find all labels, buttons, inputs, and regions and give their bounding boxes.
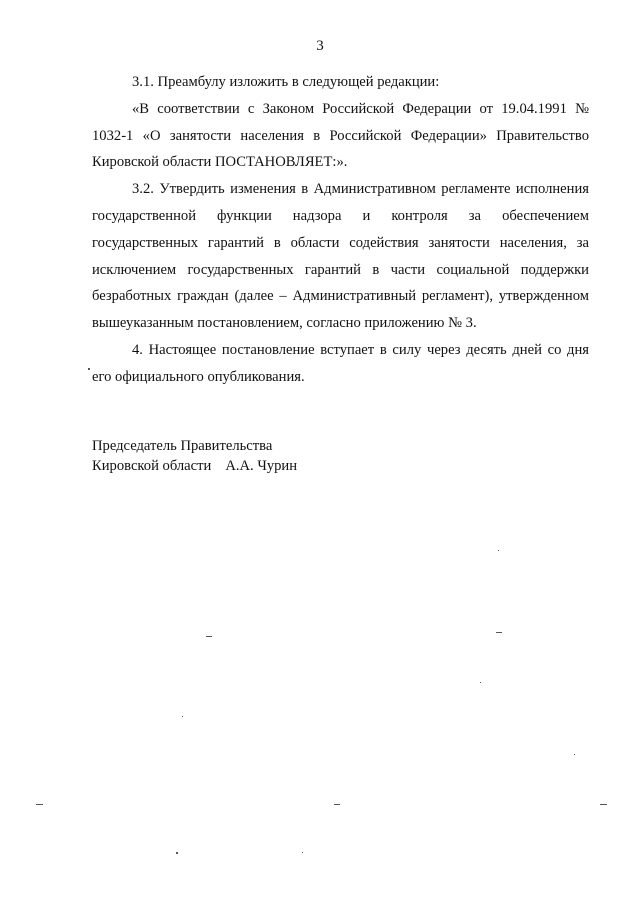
scan-speck <box>334 804 340 805</box>
scan-speck <box>480 682 481 683</box>
scan-speck <box>496 632 502 633</box>
signatory-region: Кировской области <box>92 458 212 474</box>
scan-speck <box>302 852 303 853</box>
paragraph-3-2: 3.2. Утвердить изменения в Административном регламенте исполнения государственной функции надзора и контроля за обеспечением государственных гарантий в области содействия занятости населения, за исключением государственных гарантий в части социальной поддержки безработных граждан (далее – Административный регламент), утвержденном вышеуказанным постановлением, согласно приложению № 3. <box>92 181 589 332</box>
scan-speck <box>176 852 178 854</box>
paragraph-3-1: 3.1. Преамбулу изложить в следующей редакции: <box>132 74 440 90</box>
signatory-region-line <box>92 456 297 476</box>
scan-speck <box>182 716 183 717</box>
paragraph-4: 4. Настоящее постановление вступает в силу через десять дней со дня его официального опубликования. <box>92 341 589 385</box>
signatory-name: А.А. Чурин <box>225 458 298 474</box>
paragraph-preamble-text: «В соответствии с Законом Российской Федерации от 19.04.1991 № 1032-1 «О занятости населения в Российской Федерации» Правительство Кировской области ПОСТАНОВЛЯЕТ:». <box>92 100 589 171</box>
signature-block <box>92 436 297 476</box>
scan-speck <box>600 804 607 805</box>
scan-speck <box>206 636 212 637</box>
document-body <box>92 69 589 391</box>
page-number: 3 <box>316 38 324 54</box>
scan-speck <box>574 754 575 755</box>
scan-speck <box>36 804 43 805</box>
scan-speck <box>498 550 499 551</box>
scan-speck <box>88 368 90 370</box>
signatory-title: Председатель Правительства <box>92 438 273 454</box>
